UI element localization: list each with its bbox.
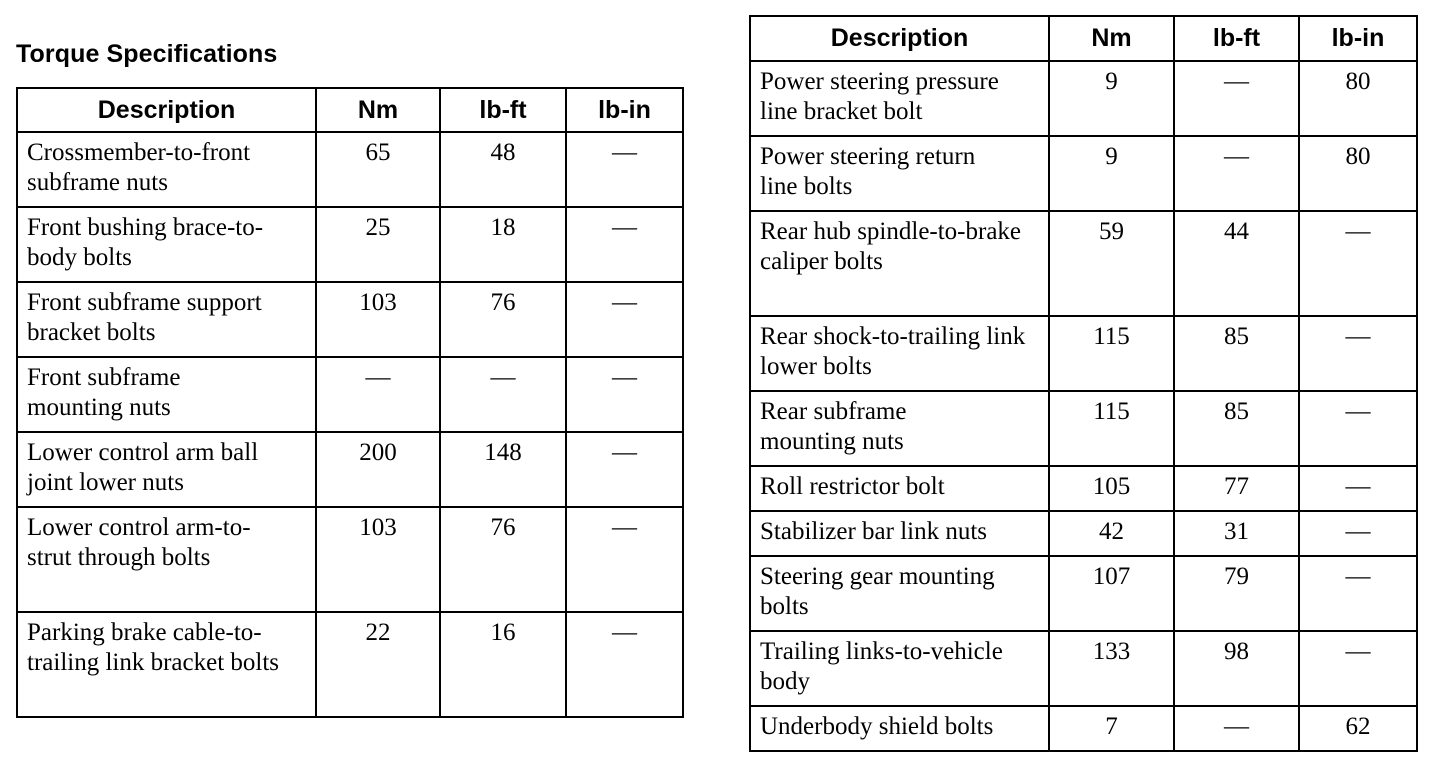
- column-header-description: Description: [17, 88, 316, 132]
- description-cell: Front subframe mounting nuts: [17, 357, 316, 432]
- table-row: [17, 612, 683, 717]
- table-row: [17, 357, 683, 432]
- lbin-cell: —: [566, 432, 683, 507]
- torque-table-left: [16, 87, 684, 718]
- description-cell: Underbody shield bolts: [750, 706, 1049, 751]
- description-cell: Steering gear mounting bolts: [750, 556, 1049, 631]
- nm-cell: 103: [316, 282, 440, 357]
- table-row: [750, 391, 1417, 466]
- lbft-cell: 18: [440, 207, 566, 282]
- table-row: [750, 556, 1417, 631]
- nm-cell: 200: [316, 432, 440, 507]
- table-row: [750, 466, 1417, 511]
- table-row: [17, 432, 683, 507]
- table-row: [17, 132, 683, 207]
- description-cell: Trailing links-to-vehicle body: [750, 631, 1049, 706]
- column-header-nm: Nm: [316, 88, 440, 132]
- nm-cell: 107: [1049, 556, 1174, 631]
- table-row: [750, 61, 1417, 136]
- column-header-lbft: lb-ft: [1174, 16, 1299, 61]
- lbft-cell: 98: [1174, 631, 1299, 706]
- description-cell: Rear hub spindle-to-brake caliper bolts: [750, 211, 1049, 316]
- description-cell: Stabilizer bar link nuts: [750, 511, 1049, 556]
- lbin-cell: —: [1299, 631, 1417, 706]
- table-header-row: [17, 88, 683, 132]
- nm-cell: 65: [316, 132, 440, 207]
- nm-cell: 133: [1049, 631, 1174, 706]
- nm-cell: 115: [1049, 316, 1174, 391]
- table-row: [17, 282, 683, 357]
- lbin-cell: —: [1299, 316, 1417, 391]
- column-header-lbin: lb-in: [1299, 16, 1417, 61]
- lbin-cell: —: [1299, 466, 1417, 511]
- lbft-cell: —: [440, 357, 566, 432]
- lbin-cell: —: [1299, 556, 1417, 631]
- description-cell: Front bushing brace-to-body bolts: [17, 207, 316, 282]
- torque-table-right: [749, 15, 1418, 752]
- lbin-cell: 80: [1299, 61, 1417, 136]
- nm-cell: 22: [316, 612, 440, 717]
- lbft-cell: —: [1174, 706, 1299, 751]
- column-header-nm: Nm: [1049, 16, 1174, 61]
- lbft-cell: 148: [440, 432, 566, 507]
- lbin-cell: —: [566, 132, 683, 207]
- description-cell: Rear shock-to-trailing link lower bolts: [750, 316, 1049, 391]
- description-cell: Power steering pressure line bracket bolt: [750, 61, 1049, 136]
- nm-cell: 115: [1049, 391, 1174, 466]
- nm-cell: 42: [1049, 511, 1174, 556]
- table-row: [750, 136, 1417, 211]
- lbft-cell: 77: [1174, 466, 1299, 511]
- table-row: [750, 511, 1417, 556]
- lbin-cell: —: [1299, 391, 1417, 466]
- lbft-cell: 76: [440, 507, 566, 612]
- lbft-cell: 79: [1174, 556, 1299, 631]
- lbft-cell: 85: [1174, 316, 1299, 391]
- table-row: [17, 207, 683, 282]
- lbin-cell: 80: [1299, 136, 1417, 211]
- lbin-cell: —: [566, 207, 683, 282]
- table-row: [750, 211, 1417, 316]
- lbft-cell: 31: [1174, 511, 1299, 556]
- description-cell: Crossmember-to-front subframe nuts: [17, 132, 316, 207]
- lbft-cell: 76: [440, 282, 566, 357]
- description-cell: Power steering return line bolts: [750, 136, 1049, 211]
- description-cell: Rear subframe mounting nuts: [750, 391, 1049, 466]
- description-cell: Front subframe support bracket bolts: [17, 282, 316, 357]
- table-row: [750, 316, 1417, 391]
- column-header-description: Description: [750, 16, 1049, 61]
- nm-cell: 59: [1049, 211, 1174, 316]
- nm-cell: 103: [316, 507, 440, 612]
- description-cell: Parking brake cable-to-trailing link bracket bolts: [17, 612, 316, 717]
- lbft-cell: —: [1174, 136, 1299, 211]
- lbft-cell: 44: [1174, 211, 1299, 316]
- description-cell: Roll restrictor bolt: [750, 466, 1049, 511]
- table-row: [750, 706, 1417, 751]
- nm-cell: 105: [1049, 466, 1174, 511]
- description-cell: Lower control arm-to-strut through bolts: [17, 507, 316, 612]
- lbin-cell: —: [1299, 211, 1417, 316]
- nm-cell: —: [316, 357, 440, 432]
- lbin-cell: 62: [1299, 706, 1417, 751]
- lbft-cell: 16: [440, 612, 566, 717]
- table-row: [17, 507, 683, 612]
- lbin-cell: —: [566, 282, 683, 357]
- nm-cell: 9: [1049, 61, 1174, 136]
- lbft-cell: 85: [1174, 391, 1299, 466]
- nm-cell: 7: [1049, 706, 1174, 751]
- lbin-cell: —: [566, 357, 683, 432]
- lbin-cell: —: [1299, 511, 1417, 556]
- lbft-cell: 48: [440, 132, 566, 207]
- table-header-row: [750, 16, 1417, 61]
- table-row: [750, 631, 1417, 706]
- nm-cell: 25: [316, 207, 440, 282]
- column-header-lbft: lb-ft: [440, 88, 566, 132]
- nm-cell: 9: [1049, 136, 1174, 211]
- lbin-cell: —: [566, 612, 683, 717]
- lbin-cell: —: [566, 507, 683, 612]
- page-title: Torque Specifications: [16, 40, 278, 68]
- description-cell: Lower control arm ball joint lower nuts: [17, 432, 316, 507]
- lbft-cell: —: [1174, 61, 1299, 136]
- column-header-lbin: lb-in: [566, 88, 683, 132]
